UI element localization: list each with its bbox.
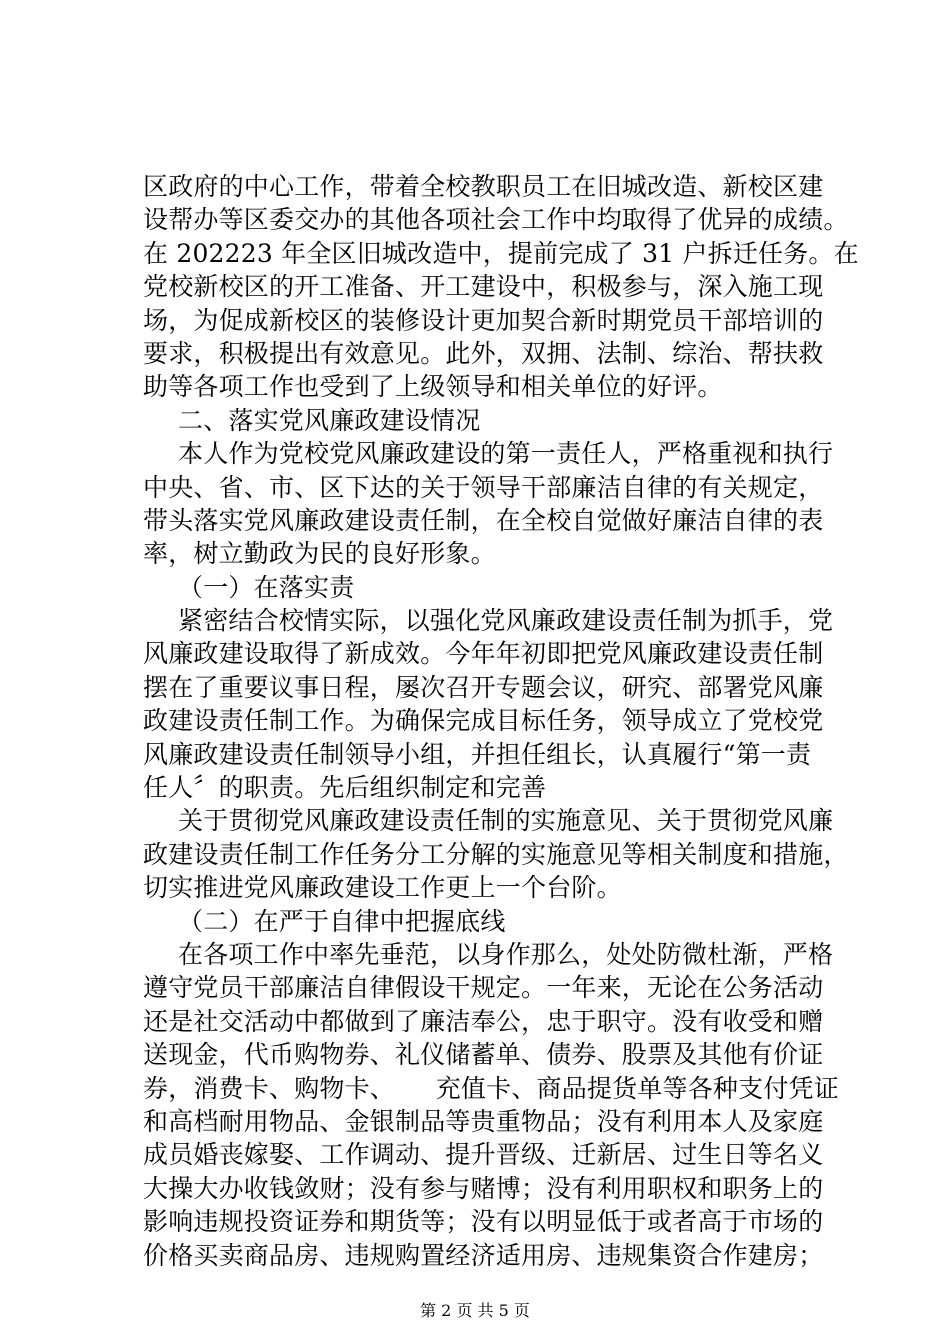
text-line: 要求，积极提出有效意见。此外，双拥、法制、综治、帮扶救 [143,338,824,368]
text-line: 和高档耐用物品、金银制品等贵重物品；没有利用本人及家庭 [143,1106,824,1136]
text-line: 率，树立勤政为民的良好形象。 [143,539,496,569]
text-line: 政建设责任制工作。为确保完成目标任务，领导成立了党校党 [143,706,824,736]
section-heading: 二、落实党风廉政建设情况 [178,405,481,435]
text-line: 区政府的中心工作，带着全校教职员工在旧城改造、新校区建 [143,172,824,201]
text-line: 送现金，代币购物券、礼仪储蓄单、债券、股票及其他有价证 [143,1040,824,1070]
text-line: 在各项工作中率先垂范，以身作那么，处处防微杜渐，严格 [178,939,834,969]
text-line: 在 202223 年全区旧城改造中，提前完成了 31 户拆迁任务。在 [143,238,859,268]
text-line: 大操大办收钱敛财；没有参与赌博；没有利用职权和职务上的 [143,1173,824,1203]
text-line: 遵守党员干部廉洁自律假设干规定。一年来，无论在公务活动 [143,973,824,1003]
text-line: 任人〞的职责。先后组织制定和完善 [143,773,547,803]
document-body [143,170,859,1272]
text-line: 风廉政建设取得了新成效。今年年初即把党风廉政建设责任制 [143,639,824,669]
subsection-heading: （一）在落实责 [178,572,355,602]
text-line: 影响违规投资证券和期货等；没有以明显低于或者高于市场的 [143,1207,824,1237]
text-line: 切实推进党风廉政建设工作更上一个台阶。 [143,873,622,903]
text-line: 关于贯彻党风廉政建设责任制的实施意见、关于贯彻党风廉 [178,806,834,836]
text-line: 场，为促成新校区的装修设计更加契合新时期党员干部培训的 [143,305,824,335]
text-line: 中央、省、市、区下达的关于领导干部廉洁自律的有关规定， [143,472,824,502]
subsection-heading: （二）在严于自律中把握底线 [178,906,506,936]
text-line: 带头落实党风廉政建设责任制，在全校自觉做好廉洁自律的表 [143,505,824,535]
text-line: 摆在了重要议事日程，屡次召开专题会议，研究、部署党风廉 [143,672,824,702]
text-line: 价格买卖商品房、违规购置经济适用房、违规集资合作建房； [143,1240,824,1270]
text-line: 成员婚丧嫁娶、工作调动、提升晋级、迁新居、过生日等名义 [143,1140,824,1170]
page-number-footer: 第 2 页 共 5 页 [420,1301,530,1320]
text-line: 本人作为党校党风廉政建设的第一责任人，严格重视和执行 [178,439,834,469]
text-line: 风廉政建设责任制领导小组，并担任组长，认真履行“第一责 [143,739,812,769]
text-line: 券，消费卡、购物卡、 充值卡、商品提货单等各种支付凭证 [143,1073,839,1103]
text-line: 助等各项工作也受到了上级领导和相关单位的好评。 [143,372,723,402]
text-line: 政建设责任制工作任务分工分解的实施意见等相关制度和措施， [143,839,849,869]
text-line: 党校新校区的开工准备、开工建设中，积极参与，深入施工现 [143,272,824,302]
text-line: 设帮办等区委交办的其他各项社会工作中均取得了优异的成绩。 [143,205,849,235]
text-line: 还是社交活动中都做到了廉洁奉公，忠于职守。没有收受和赠 [143,1006,824,1036]
text-line: 紧密结合校情实际，以强化党风廉政建设责任制为抓手，党 [178,606,834,636]
